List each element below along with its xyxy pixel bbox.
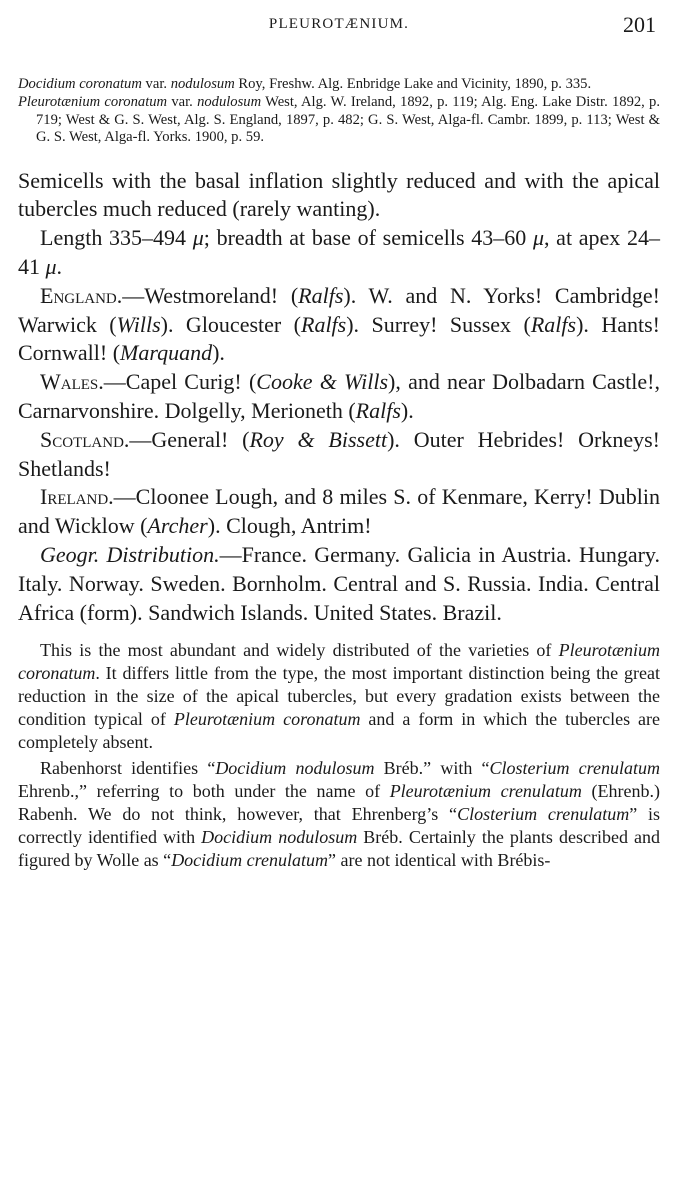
collector-name: Ralfs [530,311,577,337]
taxon-name: Docidium crenulatum [171,849,328,870]
distribution-text: France. Germany. Galicia in Austria. Hungary. Italy. Norway. Sweden. Bornholm. Central and S. Russia. India. Central Africa (form). Sandwich Islands. United States. Brazil. [18,541,660,625]
note-paragraph [18,757,660,871]
taxon-name: Pleurotænium coronatum [173,708,361,729]
locality-text: Capel Curig! ( [125,369,257,395]
region-label: England. [40,282,123,308]
page-number: 201 [623,12,656,37]
taxon-name: Closterium crenulatum [489,758,660,779]
description-paragraph: Semicells with the basal inflation slightly reduced and with the apical tubercles much reduced (rarely wanting). [18,167,660,222]
note-text: . It differs little from the type, the most important distinction being the great reduction in the size of the apical tubercles, but every gradation exists between the condition typical of [18,663,660,729]
dimensions-paragraph [18,224,660,282]
locality-text: Westmoreland! ( [144,282,299,308]
synonym-variety: nodulosum [170,76,235,92]
micron-symbol: μ [192,225,204,251]
dimensions-text: Length 335–494 [40,225,193,251]
micron-symbol: μ [45,254,57,280]
dash: — [113,484,136,510]
taxon-name: Pleurotænium coronatum [18,640,660,684]
collector-name: Ralfs [355,398,401,423]
taxon-name: Docidium nodulosum [215,758,375,779]
locality-text: ). Gloucester ( [160,311,301,337]
collector-name: Roy & Bissett [249,426,388,452]
locality-text: ). W. and N. Yorks! Cambridge! Warwick ( [18,282,660,337]
locality-text: ). [212,340,225,366]
locality-text: ). Hants! Cornwall! ( [18,311,660,366]
region-label: Ireland. [40,484,114,510]
species-description [18,167,660,628]
note-text: ” is correctly identified with [18,803,661,847]
note-text: Bréb. Certainly the plants described and figured by Wolle as “ [18,826,661,870]
locality-text: ), and near Dolbadarn Castle!, Carnarvonshire. Dolgelly, Merioneth ( [18,369,660,423]
synonym-entry [18,94,660,146]
synonym-taxon: Pleurotænium coronatum [18,94,168,111]
locality-text: ). Clough, Antrim! [207,513,372,539]
locality-text: Cloonee Lough, and 8 miles S. of Kenmare, Kerry! Dublin and Wicklow ( [18,484,660,539]
book-page [18,12,660,875]
page-header [18,12,660,42]
synonym-citation: Roy, Freshw. Alg. Enbridge Lake and Vicinity, 1890, p. 335. [234,76,592,92]
locality-text: ). [400,398,414,423]
region-label: Wales. [40,369,104,395]
locality-wales [18,368,660,426]
collector-name: Marquand [120,340,213,366]
synonym-variety: nodulosum [197,94,262,111]
dimensions-text: ; breadth at base of semicells 43–60 [203,225,533,251]
micron-symbol: μ [532,225,544,251]
note-text: This is the most abundant and widely distributed of the varieties of [40,640,559,661]
dash: — [122,282,145,308]
region-label: Scotland. [40,426,130,452]
collector-name: Wills [116,311,161,337]
note-text: ” are not identical with Brébis- [328,849,551,870]
dash: — [129,426,152,452]
dimensions-text: , at apex 24–41 [18,225,660,280]
collector-name: Archer [147,513,208,539]
note-text: Rabenhorst identifies “ [40,758,216,779]
note-paragraph [18,639,660,753]
synonym-taxon: Docidium coronatum [18,76,142,92]
notes-section [18,639,660,871]
dash: — [219,541,242,567]
locality-text: ). Surrey! Sussex ( [346,311,531,337]
note-text: Bréb.” with “ [374,758,490,779]
collector-name: Cooke & Wills [256,369,389,395]
dimensions-text: . [56,254,63,280]
dash: — [103,369,126,395]
taxon-name: Closterium crenulatum [457,803,630,824]
synonym-text: var. [141,76,171,92]
locality-text: General! ( [151,426,250,452]
synonym-text: var. [167,94,198,111]
geographic-distribution [18,541,660,627]
locality-text: ). Outer Hebrides! Orkneys! Shetlands! [18,426,660,481]
synonymy-block [18,76,660,147]
collector-name: Ralfs [298,282,344,308]
distribution-label: Geogr. Distribution. [40,541,220,567]
taxon-name: Pleurotænium crenulatum [389,781,582,802]
locality-ireland [18,483,660,541]
running-head: PLEUROTÆNIUM. [268,16,410,32]
note-text: (Ehrenb.) Rabenh. We do not think, however, that Ehrenberg’s “ [18,781,661,824]
collector-name: Ralfs [301,311,347,337]
note-text: and a form in which the tubercles are completely absent. [18,708,661,752]
taxon-name: Docidium nodulosum [201,826,358,847]
note-text: Ehrenb.,” referring to both under the name of [18,781,390,802]
locality-scotland [18,426,660,484]
synonym-entry [18,76,660,93]
synonym-citation: West, Alg. W. Ireland, 1892, p. 119; Alg. Eng. Lake Distr. 1892, p. 719; West & G. S. West, Alg. S. England, 1897, p. 482; G. S. West, Alga-fl. Cambr. 1899, p. 113; West & G. S. West, Alga-fl. Yorks. 1900, p. 59. [36,94,660,146]
locality-england [18,282,660,368]
